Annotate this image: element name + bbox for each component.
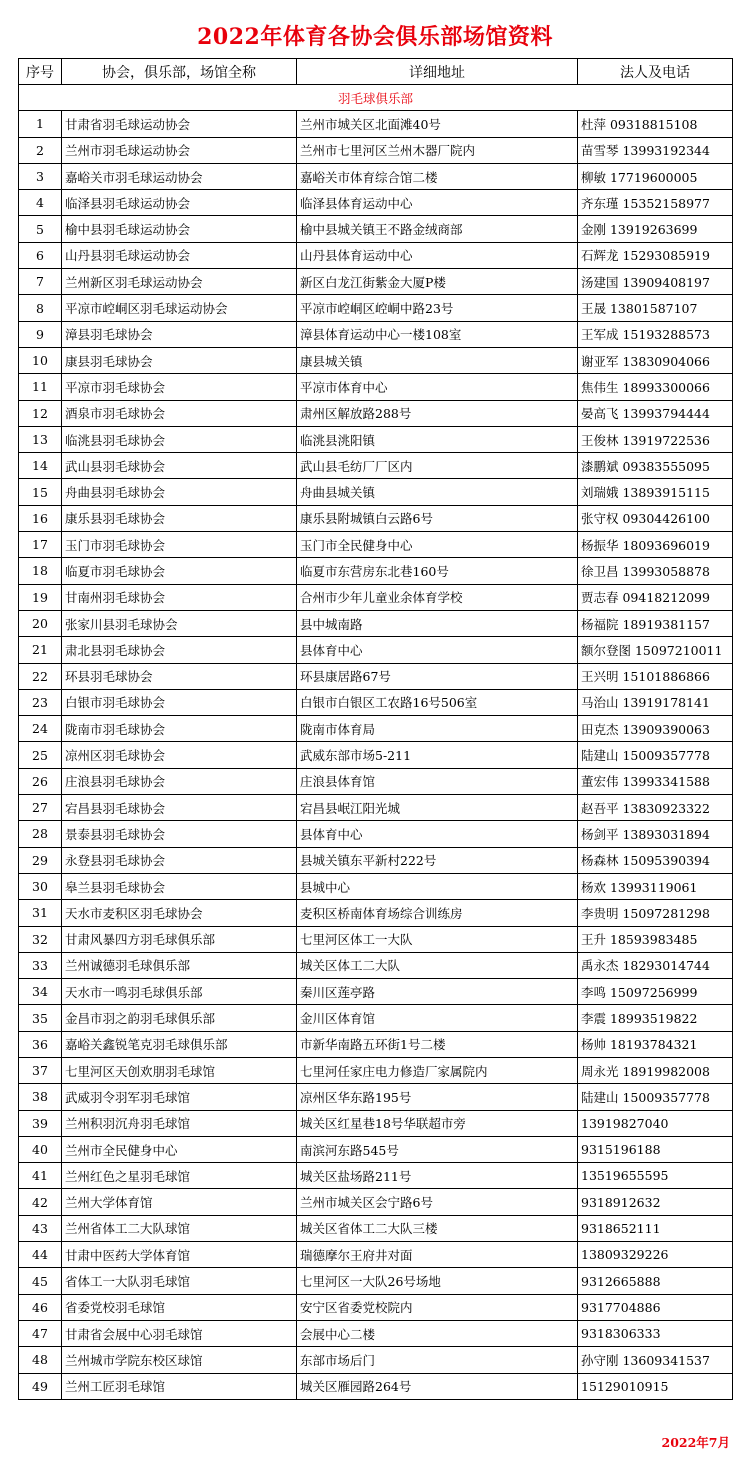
row-index: 6 xyxy=(19,242,62,268)
section-title: 羽毛球俱乐部 xyxy=(19,85,733,111)
row-address: 城关区体工二大队 xyxy=(297,952,578,978)
row-name: 永登县羽毛球协会 xyxy=(62,847,297,873)
row-contact: 9317704886 xyxy=(578,1294,733,1320)
row-name: 宕昌县羽毛球协会 xyxy=(62,795,297,821)
row-index: 49 xyxy=(19,1373,62,1399)
row-index: 40 xyxy=(19,1136,62,1162)
row-name: 金昌市羽之韵羽毛球俱乐部 xyxy=(62,1005,297,1031)
row-address: 城关区红星巷18号华联超市旁 xyxy=(297,1110,578,1136)
row-contact: 15129010915 xyxy=(578,1373,733,1399)
table-row xyxy=(19,873,733,899)
table-row xyxy=(19,1373,733,1399)
row-address: 临泽县体育运动中心 xyxy=(297,190,578,216)
table-row xyxy=(19,137,733,163)
row-contact: 贾志春 09418212099 xyxy=(578,584,733,610)
table-row xyxy=(19,1163,733,1189)
table-row xyxy=(19,847,733,873)
row-index: 17 xyxy=(19,532,62,558)
row-name: 兰州诚德羽毛球俱乐部 xyxy=(62,952,297,978)
row-name: 天水市一鸣羽毛球俱乐部 xyxy=(62,979,297,1005)
table-row xyxy=(19,1242,733,1268)
row-address: 宕昌县岷江阳光城 xyxy=(297,795,578,821)
table-row xyxy=(19,637,733,663)
row-name: 甘肃省羽毛球运动协会 xyxy=(62,111,297,137)
row-contact: 汤建国 13909408197 xyxy=(578,269,733,295)
row-contact: 田克杰 13909390063 xyxy=(578,716,733,742)
table-row xyxy=(19,190,733,216)
row-address: 兰州市城关区会宁路6号 xyxy=(297,1189,578,1215)
row-name: 张家川县羽毛球协会 xyxy=(62,610,297,636)
row-index: 22 xyxy=(19,663,62,689)
header-address: 详细地址 xyxy=(297,59,578,85)
row-address: 城关区雁园路264号 xyxy=(297,1373,578,1399)
row-index: 8 xyxy=(19,295,62,321)
row-index: 32 xyxy=(19,926,62,952)
row-index: 37 xyxy=(19,1057,62,1083)
row-index: 9 xyxy=(19,321,62,347)
row-index: 3 xyxy=(19,163,62,189)
row-index: 45 xyxy=(19,1268,62,1294)
table-row xyxy=(19,1320,733,1346)
table-row xyxy=(19,1084,733,1110)
row-name: 山丹县羽毛球运动协会 xyxy=(62,242,297,268)
table-row xyxy=(19,295,733,321)
row-address: 白银市白银区工农路16号506室 xyxy=(297,689,578,715)
row-address: 安宁区省委党校院内 xyxy=(297,1294,578,1320)
table-row xyxy=(19,1294,733,1320)
row-address: 平凉市崆峒区崆峒中路23号 xyxy=(297,295,578,321)
row-index: 43 xyxy=(19,1215,62,1241)
row-address: 合州市少年儿童业余体育学校 xyxy=(297,584,578,610)
row-index: 20 xyxy=(19,610,62,636)
row-contact: 杨森林 15095390394 xyxy=(578,847,733,873)
row-contact: 王升 18593983485 xyxy=(578,926,733,952)
row-index: 24 xyxy=(19,716,62,742)
row-index: 36 xyxy=(19,1031,62,1057)
row-address: 城关区省体工二大队三楼 xyxy=(297,1215,578,1241)
row-index: 19 xyxy=(19,584,62,610)
row-index: 16 xyxy=(19,505,62,531)
row-contact: 陆建山 15009357778 xyxy=(578,742,733,768)
row-contact: 张守权 09304426100 xyxy=(578,505,733,531)
table-row xyxy=(19,400,733,426)
row-name: 兰州城市学院东校区球馆 xyxy=(62,1347,297,1373)
table-row xyxy=(19,242,733,268)
row-contact: 晏高飞 13993794444 xyxy=(578,400,733,426)
table-row xyxy=(19,716,733,742)
row-name: 兰州市全民健身中心 xyxy=(62,1136,297,1162)
row-index: 48 xyxy=(19,1347,62,1373)
row-address: 榆中县城关镇王不路金绒商部 xyxy=(297,216,578,242)
row-contact: 齐东瑾 15352158977 xyxy=(578,190,733,216)
row-index: 23 xyxy=(19,689,62,715)
row-contact: 金刚 13919263699 xyxy=(578,216,733,242)
row-name: 舟曲县羽毛球协会 xyxy=(62,479,297,505)
table-row xyxy=(19,453,733,479)
row-index: 46 xyxy=(19,1294,62,1320)
row-index: 44 xyxy=(19,1242,62,1268)
row-contact: 13519655595 xyxy=(578,1163,733,1189)
section-row xyxy=(19,85,733,111)
table-row xyxy=(19,1215,733,1241)
row-address: 康县城关镇 xyxy=(297,347,578,373)
row-index: 14 xyxy=(19,453,62,479)
page-title: 2022年体育各协会俱乐部场馆资料 xyxy=(197,24,553,50)
table-row xyxy=(19,216,733,242)
table-row xyxy=(19,1031,733,1057)
row-contact: 漆鹏斌 09383555095 xyxy=(578,453,733,479)
row-name: 康乐县羽毛球协会 xyxy=(62,505,297,531)
table-row xyxy=(19,584,733,610)
row-name: 甘肃省会展中心羽毛球馆 xyxy=(62,1320,297,1346)
row-contact: 徐卫昌 13993058878 xyxy=(578,558,733,584)
row-contact: 9318306333 xyxy=(578,1320,733,1346)
table-row xyxy=(19,689,733,715)
table-row xyxy=(19,1136,733,1162)
table-row xyxy=(19,1189,733,1215)
row-address: 康乐县附城镇白云路6号 xyxy=(297,505,578,531)
row-index: 21 xyxy=(19,637,62,663)
row-contact: 李震 18993519822 xyxy=(578,1005,733,1031)
row-contact: 13919827040 xyxy=(578,1110,733,1136)
row-address: 兰州市城关区北面滩40号 xyxy=(297,111,578,137)
row-name: 凉州区羽毛球协会 xyxy=(62,742,297,768)
row-contact: 李鸣 15097256999 xyxy=(578,979,733,1005)
row-index: 31 xyxy=(19,900,62,926)
table-row xyxy=(19,321,733,347)
row-index: 38 xyxy=(19,1084,62,1110)
row-name: 肃北县羽毛球协会 xyxy=(62,637,297,663)
row-contact: 杨剑平 13893031894 xyxy=(578,821,733,847)
row-name: 武威羽令羽军羽毛球馆 xyxy=(62,1084,297,1110)
row-address: 山丹县体育运动中心 xyxy=(297,242,578,268)
row-address: 城关区盐场路211号 xyxy=(297,1163,578,1189)
row-address: 县城中心 xyxy=(297,873,578,899)
row-index: 30 xyxy=(19,873,62,899)
row-name: 武山县羽毛球协会 xyxy=(62,453,297,479)
row-contact: 马治山 13919178141 xyxy=(578,689,733,715)
row-name: 兰州红色之星羽毛球馆 xyxy=(62,1163,297,1189)
table-row xyxy=(19,532,733,558)
row-index: 28 xyxy=(19,821,62,847)
row-address: 舟曲县城关镇 xyxy=(297,479,578,505)
table-row xyxy=(19,479,733,505)
row-contact: 孙守刚 13609341537 xyxy=(578,1347,733,1373)
table-row xyxy=(19,795,733,821)
footer-date: 2022年7月 xyxy=(661,1435,730,1450)
row-address: 新区白龙江街紫金大厦P楼 xyxy=(297,269,578,295)
table-row xyxy=(19,269,733,295)
table-row xyxy=(19,900,733,926)
header-name: 协会，俱乐部，场馆全称 xyxy=(62,59,297,85)
row-index: 2 xyxy=(19,137,62,163)
row-address: 凉州区华东路195号 xyxy=(297,1084,578,1110)
row-contact: 杨振华 18093696019 xyxy=(578,532,733,558)
row-address: 肃州区解放路288号 xyxy=(297,400,578,426)
table-row xyxy=(19,1347,733,1373)
row-address: 漳县体育运动中心一楼108室 xyxy=(297,321,578,347)
row-contact: 王军成 15193288573 xyxy=(578,321,733,347)
row-contact: 杨帅 18193784321 xyxy=(578,1031,733,1057)
row-address: 庄浪县体育馆 xyxy=(297,768,578,794)
row-contact: 李贵明 15097281298 xyxy=(578,900,733,926)
row-contact: 赵吾平 13830923322 xyxy=(578,795,733,821)
row-name: 玉门市羽毛球协会 xyxy=(62,532,297,558)
row-contact: 刘瑞娥 13893915115 xyxy=(578,479,733,505)
row-address: 七里河区一大队26号场地 xyxy=(297,1268,578,1294)
row-address: 平凉市体育中心 xyxy=(297,374,578,400)
table-row xyxy=(19,558,733,584)
row-address: 县城关镇东平新村222号 xyxy=(297,847,578,873)
row-index: 7 xyxy=(19,269,62,295)
row-contact: 陆建山 15009357778 xyxy=(578,1084,733,1110)
row-contact: 王兴明 15101886866 xyxy=(578,663,733,689)
header-contact: 法人及电话 xyxy=(578,59,733,85)
table-row xyxy=(19,663,733,689)
table-row xyxy=(19,426,733,452)
table-header-row xyxy=(19,59,733,85)
row-address: 临夏市东营房东北巷160号 xyxy=(297,558,578,584)
table-row xyxy=(19,768,733,794)
row-name: 兰州市羽毛球运动协会 xyxy=(62,137,297,163)
row-contact: 13809329226 xyxy=(578,1242,733,1268)
row-name: 兰州工匠羽毛球馆 xyxy=(62,1373,297,1399)
row-name: 漳县羽毛球协会 xyxy=(62,321,297,347)
row-address: 玉门市全民健身中心 xyxy=(297,532,578,558)
row-contact: 董宏伟 13993341588 xyxy=(578,768,733,794)
row-contact: 禹永杰 18293014744 xyxy=(578,952,733,978)
row-name: 兰州新区羽毛球运动协会 xyxy=(62,269,297,295)
table-row xyxy=(19,163,733,189)
row-name: 甘肃中医药大学体育馆 xyxy=(62,1242,297,1268)
row-address: 县体育中心 xyxy=(297,637,578,663)
row-index: 25 xyxy=(19,742,62,768)
row-name: 榆中县羽毛球运动协会 xyxy=(62,216,297,242)
row-address: 东部市场后门 xyxy=(297,1347,578,1373)
row-contact: 杨福院 18919381157 xyxy=(578,610,733,636)
row-name: 白银市羽毛球协会 xyxy=(62,689,297,715)
row-contact: 9315196188 xyxy=(578,1136,733,1162)
row-contact: 杨欢 13993119061 xyxy=(578,873,733,899)
row-name: 平凉市崆峒区羽毛球运动协会 xyxy=(62,295,297,321)
row-contact: 额尔登图 15097210011 xyxy=(578,637,733,663)
row-name: 临夏市羽毛球协会 xyxy=(62,558,297,584)
row-name: 七里河区天创欢朋羽毛球馆 xyxy=(62,1057,297,1083)
row-name: 平凉市羽毛球协会 xyxy=(62,374,297,400)
table-row xyxy=(19,926,733,952)
row-index: 47 xyxy=(19,1320,62,1346)
row-address: 秦川区莲亭路 xyxy=(297,979,578,1005)
row-name: 临泽县羽毛球运动协会 xyxy=(62,190,297,216)
row-index: 35 xyxy=(19,1005,62,1031)
row-address: 武威东部市场5-211 xyxy=(297,742,578,768)
row-name: 景泰县羽毛球协会 xyxy=(62,821,297,847)
row-address: 武山县毛纺厂厂区内 xyxy=(297,453,578,479)
row-index: 29 xyxy=(19,847,62,873)
row-name: 陇南市羽毛球协会 xyxy=(62,716,297,742)
row-contact: 周永光 18919982008 xyxy=(578,1057,733,1083)
row-name: 兰州大学体育馆 xyxy=(62,1189,297,1215)
row-name: 皋兰县羽毛球协会 xyxy=(62,873,297,899)
row-name: 环县羽毛球协会 xyxy=(62,663,297,689)
header-index: 序号 xyxy=(19,59,62,85)
row-name: 甘肃风暴四方羽毛球俱乐部 xyxy=(62,926,297,952)
row-address: 嘉峪关市体育综合馆二楼 xyxy=(297,163,578,189)
row-index: 5 xyxy=(19,216,62,242)
venue-table xyxy=(18,58,733,1400)
row-address: 瑞德摩尔王府井对面 xyxy=(297,1242,578,1268)
row-contact: 谢亚军 13830904066 xyxy=(578,347,733,373)
row-index: 1 xyxy=(19,111,62,137)
row-name: 甘南州羽毛球协会 xyxy=(62,584,297,610)
row-address: 临洮县洮阳镇 xyxy=(297,426,578,452)
row-index: 12 xyxy=(19,400,62,426)
row-index: 39 xyxy=(19,1110,62,1136)
row-address: 南滨河东路545号 xyxy=(297,1136,578,1162)
table-row xyxy=(19,979,733,1005)
table-row xyxy=(19,347,733,373)
table-row xyxy=(19,821,733,847)
row-contact: 9312665888 xyxy=(578,1268,733,1294)
row-name: 省体工一大队羽毛球馆 xyxy=(62,1268,297,1294)
row-address: 七里河区体工一大队 xyxy=(297,926,578,952)
row-name: 临洮县羽毛球协会 xyxy=(62,426,297,452)
table-row xyxy=(19,610,733,636)
table-row xyxy=(19,505,733,531)
row-index: 18 xyxy=(19,558,62,584)
row-name: 兰州积羽沉舟羽毛球馆 xyxy=(62,1110,297,1136)
row-index: 42 xyxy=(19,1189,62,1215)
row-index: 4 xyxy=(19,190,62,216)
row-index: 13 xyxy=(19,426,62,452)
row-address: 环县康居路67号 xyxy=(297,663,578,689)
row-address: 金川区体育馆 xyxy=(297,1005,578,1031)
table-row xyxy=(19,1110,733,1136)
row-contact: 王俊林 13919722536 xyxy=(578,426,733,452)
table-row xyxy=(19,1005,733,1031)
row-contact: 柳敏 17719600005 xyxy=(578,163,733,189)
row-name: 省委党校羽毛球馆 xyxy=(62,1294,297,1320)
row-address: 兰州市七里河区兰州木器厂院内 xyxy=(297,137,578,163)
row-address: 县中城南路 xyxy=(297,610,578,636)
row-name: 嘉峪关鑫锐笔克羽毛球俱乐部 xyxy=(62,1031,297,1057)
row-name: 庄浪县羽毛球协会 xyxy=(62,768,297,794)
row-contact: 9318912632 xyxy=(578,1189,733,1215)
row-contact: 苗雪琴 13993192344 xyxy=(578,137,733,163)
row-name: 嘉峪关市羽毛球运动协会 xyxy=(62,163,297,189)
row-address: 会展中心二楼 xyxy=(297,1320,578,1346)
row-address: 县体育中心 xyxy=(297,821,578,847)
row-index: 41 xyxy=(19,1163,62,1189)
row-index: 26 xyxy=(19,768,62,794)
row-name: 康县羽毛球协会 xyxy=(62,347,297,373)
row-index: 15 xyxy=(19,479,62,505)
row-contact: 焦伟生 18993300066 xyxy=(578,374,733,400)
row-address: 七里河任家庄电力修造厂家属院内 xyxy=(297,1057,578,1083)
table-row xyxy=(19,952,733,978)
table-row xyxy=(19,742,733,768)
table-row xyxy=(19,374,733,400)
row-index: 11 xyxy=(19,374,62,400)
row-contact: 王晟 13801587107 xyxy=(578,295,733,321)
row-index: 34 xyxy=(19,979,62,1005)
row-contact: 石辉龙 15293085919 xyxy=(578,242,733,268)
table-row xyxy=(19,1057,733,1083)
table-row xyxy=(19,1268,733,1294)
row-name: 酒泉市羽毛球协会 xyxy=(62,400,297,426)
row-address: 市新华南路五环街1号二楼 xyxy=(297,1031,578,1057)
row-address: 麦积区桥南体育场综合训练房 xyxy=(297,900,578,926)
row-address: 陇南市体育局 xyxy=(297,716,578,742)
row-name: 天水市麦积区羽毛球协会 xyxy=(62,900,297,926)
row-contact: 9318652111 xyxy=(578,1215,733,1241)
row-index: 10 xyxy=(19,347,62,373)
row-index: 27 xyxy=(19,795,62,821)
row-index: 33 xyxy=(19,952,62,978)
row-name: 兰州省体工二大队球馆 xyxy=(62,1215,297,1241)
row-contact: 杜萍 09318815108 xyxy=(578,111,733,137)
table-row xyxy=(19,111,733,137)
